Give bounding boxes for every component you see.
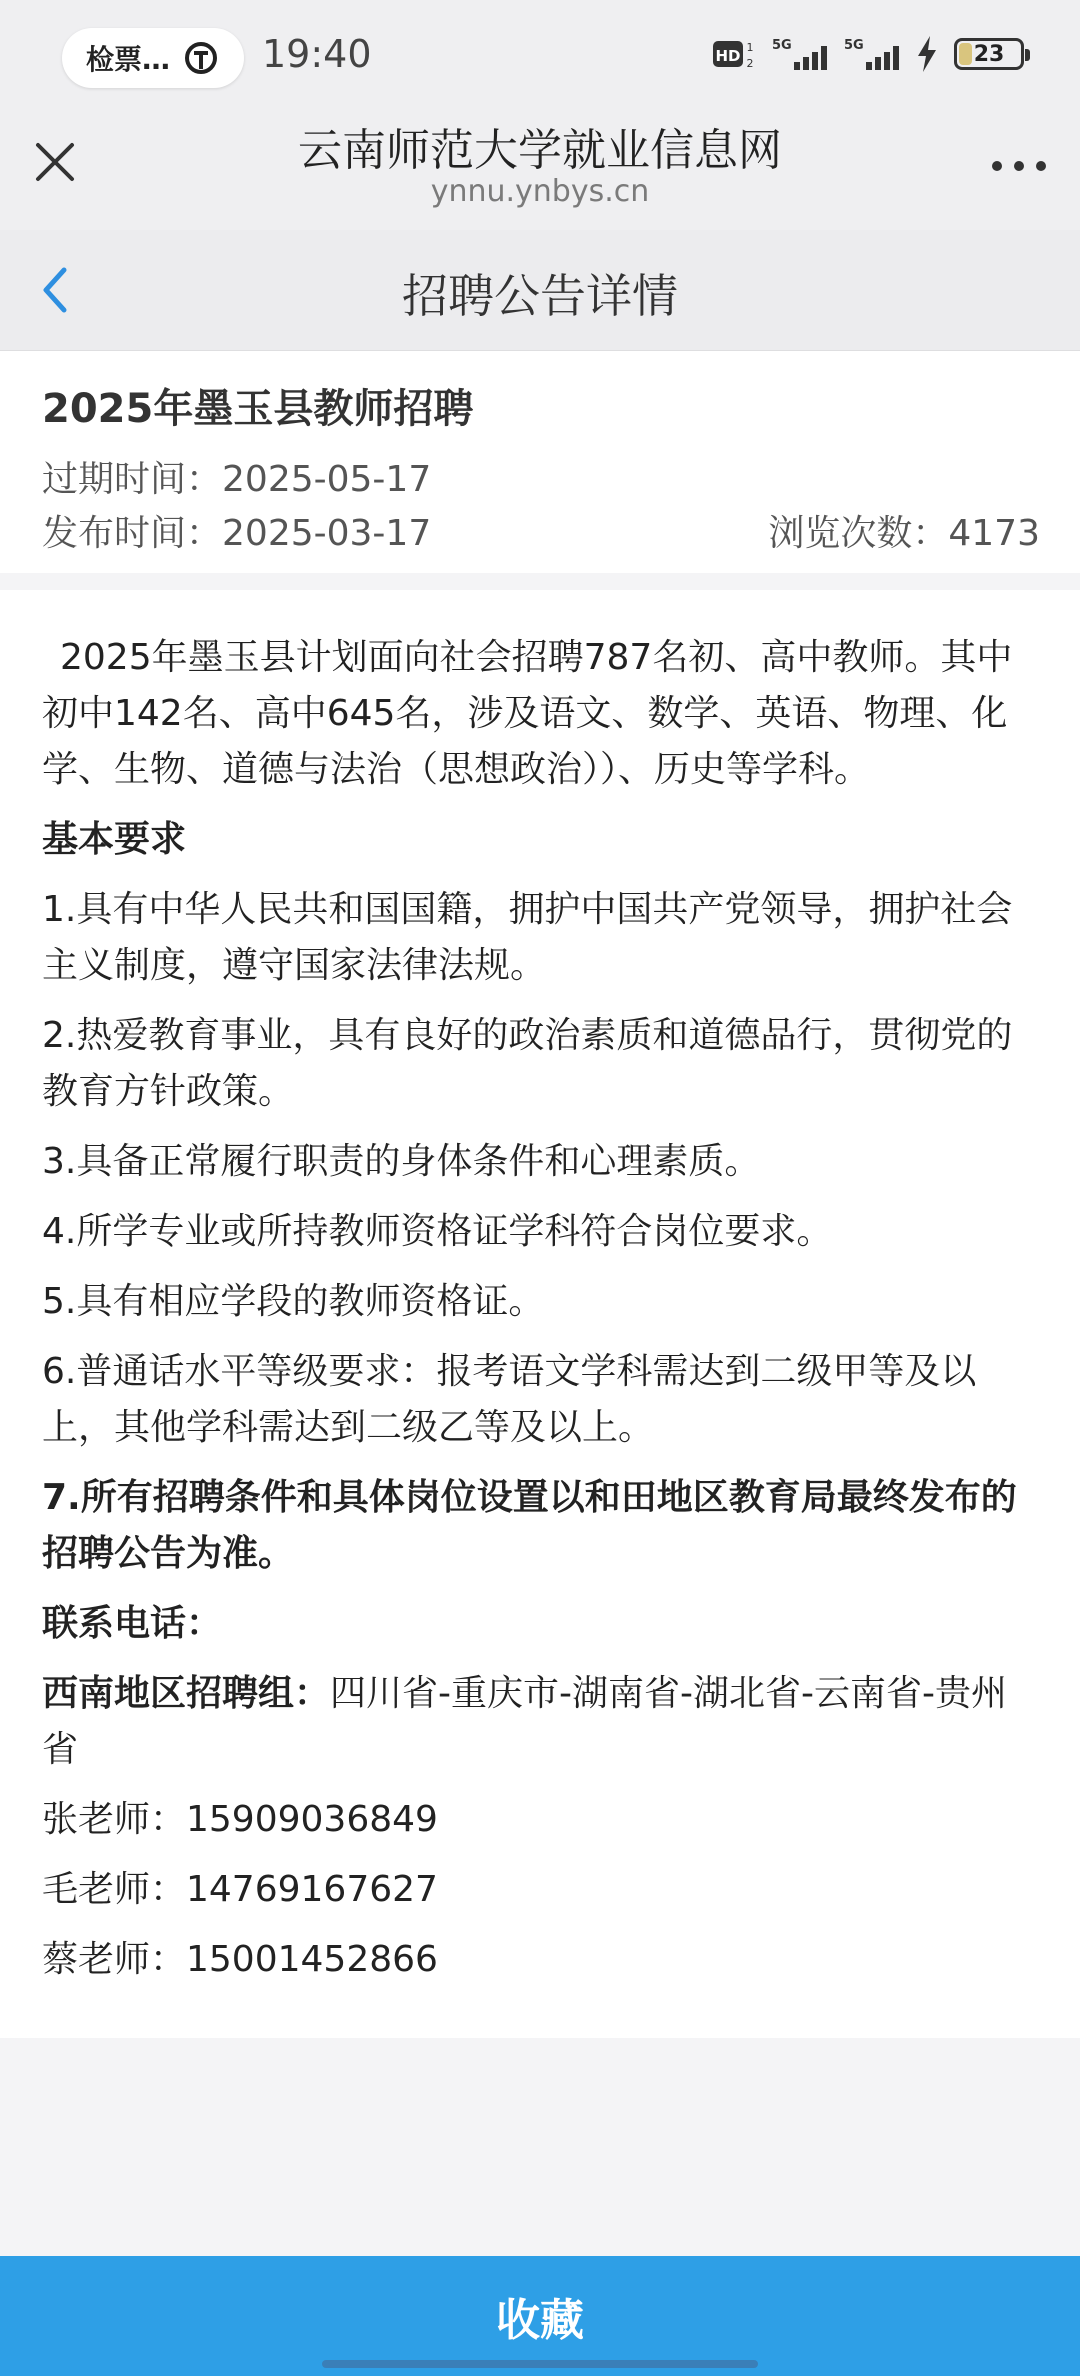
views-label: 浏览次数： <box>768 513 949 554</box>
site-url: ynnu.ynbys.cn <box>430 174 650 209</box>
requirement-7: 7.所有招聘条件和具体岗位设置以和田地区教育局最终发布的招聘公告为准。 <box>42 1477 1017 1574</box>
more-dots-icon[interactable] <box>988 146 1050 186</box>
requirements-heading: 基本要求 <box>42 819 187 860</box>
group-regions: 四川省-重庆市-湖南省-湖北省-云南省-贵州省 <box>42 1673 1007 1770</box>
recruit-group <box>42 1666 1038 1778</box>
clock: 19:40 <box>262 32 372 76</box>
contact-zhang[interactable]: 张老师：15909036849 <box>42 1799 438 1840</box>
publish-time <box>42 505 431 556</box>
favorite-label: 收藏 <box>496 2295 584 2346</box>
article-body <box>0 590 1080 2038</box>
charging-bolt-icon <box>916 36 938 72</box>
battery-level: 23 <box>973 41 1005 67</box>
requirement-1: 1.具有中华人民共和国国籍，拥护中国共产党领导，拥护社会主义制度，遵守国家法律法规。 <box>42 889 1013 986</box>
favorite-button[interactable] <box>0 2256 1080 2376</box>
publish-label: 发布时间： <box>42 513 223 554</box>
group-label: 西南地区招聘组： <box>42 1673 331 1714</box>
requirement-6: 6.普通话水平等级要求：报考语文学科需达到二级甲等及以上，其他学科需达到二级乙等及以上。 <box>42 1351 977 1448</box>
status-icons <box>712 36 1024 72</box>
requirement-2: 2.热爱教育事业，具有良好的政治素质和道德品行，贯彻党的教育方针政策。 <box>42 1015 1013 1112</box>
page-nav-bar <box>0 230 1080 351</box>
expire-time <box>42 451 431 502</box>
requirement-3: 3.具备正常履行职责的身体条件和心理素质。 <box>42 1141 761 1182</box>
battery-fill <box>959 43 972 65</box>
site-title: 云南师范大学就业信息网 <box>298 125 782 176</box>
status-bar <box>0 0 1080 110</box>
contact-mao[interactable]: 毛老师：14769167627 <box>42 1869 438 1910</box>
article-body-text <box>42 630 1038 2002</box>
hd-label: HD <box>715 47 741 65</box>
contact-heading: 联系电话： <box>42 1603 223 1644</box>
view-count <box>768 505 1040 556</box>
live-activity-pill[interactable] <box>62 28 244 88</box>
requirement-4: 4.所学专业或所持教师资格证学科符合岗位要求。 <box>42 1211 833 1252</box>
railway-logo-icon <box>184 41 218 75</box>
pill-text: 检票… <box>86 43 171 76</box>
home-indicator[interactable] <box>322 2360 758 2368</box>
article-header <box>0 351 1080 573</box>
page-title: 招聘公告详情 <box>402 269 678 323</box>
battery-indicator <box>954 38 1024 70</box>
expire-label: 过期时间： <box>42 459 223 500</box>
views-value: 4173 <box>948 513 1040 554</box>
svg-text:1: 1 <box>746 41 754 54</box>
svg-text:2: 2 <box>746 57 754 70</box>
article-title: 2025年墨玉县教师招聘 <box>42 386 474 432</box>
signal-5g-icon-1 <box>772 36 828 72</box>
intro-paragraph: 2025年墨玉县计划面向社会招聘787名初、高中教师。其中初中142名、高中645名，涉及语文、数学、英语、物理、化学、生物、道德与法治（思想政治））、历史等学科。 <box>42 637 1013 790</box>
hd-voice-icon <box>712 37 756 71</box>
requirement-5: 5.具有相应学段的教师资格证。 <box>42 1281 545 1322</box>
contact-cai[interactable]: 蔡老师：15001452866 <box>42 1939 438 1980</box>
signal-5g-icon-2 <box>844 36 900 72</box>
browser-header <box>0 110 1080 230</box>
net2-label: 5G <box>844 38 864 53</box>
net1-label: 5G <box>772 38 792 53</box>
publish-date: 2025-03-17 <box>222 513 432 554</box>
expire-date: 2025-05-17 <box>222 459 432 500</box>
